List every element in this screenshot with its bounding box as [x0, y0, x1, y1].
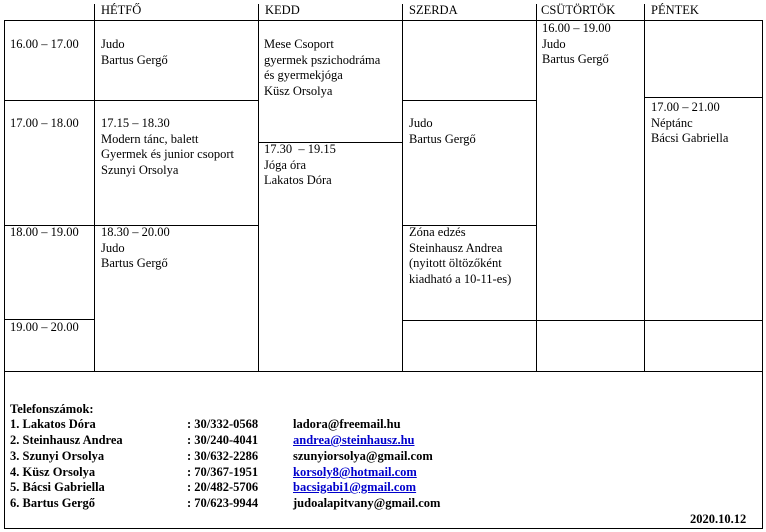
cell-tuesday-joga: 17.30 – 19.15 Jóga óra Lakatos Dóra	[264, 142, 336, 187]
contact-email: ladora@freemail.hu	[293, 417, 401, 431]
day-header-monday: HÉTFŐ	[101, 3, 142, 17]
contact-phone: : 30/240-4041	[187, 433, 259, 447]
contact-phone: : 70/367-1951	[187, 465, 259, 479]
day-header-friday: PÉNTEK	[651, 3, 699, 17]
contact-name: 1. Lakatos Dóra	[10, 417, 96, 431]
time-label-17-18: 17.00 – 18.00	[10, 116, 79, 130]
day-header-tuesday: KEDD	[265, 3, 300, 17]
contact-email-link[interactable]: korsoly8@hotmail.com	[293, 465, 417, 479]
day-header-thursday: CSÜTÖRTÖK	[541, 3, 616, 17]
document-date: 2020.10.12	[690, 512, 747, 526]
contact-email: judoalapitvany@gmail.com	[293, 496, 441, 510]
contact-name: 6. Bartus Gergő	[10, 496, 96, 510]
cell-wednesday-zona: Zóna edzés Steinhausz Andrea (nyitott öltözőként kiadható a 10-11-es)	[409, 225, 512, 286]
contact-phone: : 20/482-5706	[187, 480, 259, 494]
cell-tuesday-mese: Mese Csoport gyermek pszichodráma és gyermekjóga Küsz Orsolya	[264, 37, 381, 98]
contact-name: 2. Steinhausz Andrea	[10, 433, 123, 447]
contacts-title: Telefonszámok:	[10, 402, 94, 416]
time-label-19-20: 19.00 – 20.00	[10, 320, 79, 334]
contact-phone: : 70/623-9944	[187, 496, 259, 510]
contact-phone: : 30/632-2286	[187, 449, 259, 463]
contact-name: 5. Bácsi Gabriella	[10, 480, 105, 494]
cell-monday-dance: 17.15 – 18.30 Modern tánc, balett Gyermek és junior csoport Szunyi Orsolya	[101, 116, 234, 177]
contact-email-link[interactable]: andrea@steinhausz.hu	[293, 433, 415, 447]
cell-friday-neptanc: 17.00 – 21.00 Néptánc Bácsi Gabriella	[651, 100, 729, 145]
day-header-wednesday: SZERDA	[409, 3, 458, 17]
cell-monday-judo: Judo Bartus Gergő	[101, 37, 168, 67]
contact-name: 4. Küsz Orsolya	[10, 465, 96, 479]
cell-thursday-judo: 16.00 – 19.00 Judo Bartus Gergő	[542, 21, 611, 66]
contact-phone: : 30/332-0568	[187, 417, 259, 431]
cell-monday-judo-evening: 18.30 – 20.00 Judo Bartus Gergő	[101, 225, 170, 270]
contact-email: szunyiorsolya@gmail.com	[293, 449, 433, 463]
contact-email-link[interactable]: bacsigabi1@gmail.com	[293, 480, 417, 494]
time-label-18-19: 18.00 – 19.00	[10, 225, 79, 239]
contact-name: 3. Szunyi Orsolya	[10, 449, 105, 463]
cell-wednesday-judo: Judo Bartus Gergő	[409, 116, 476, 146]
time-label-16-17: 16.00 – 17.00	[10, 37, 79, 51]
